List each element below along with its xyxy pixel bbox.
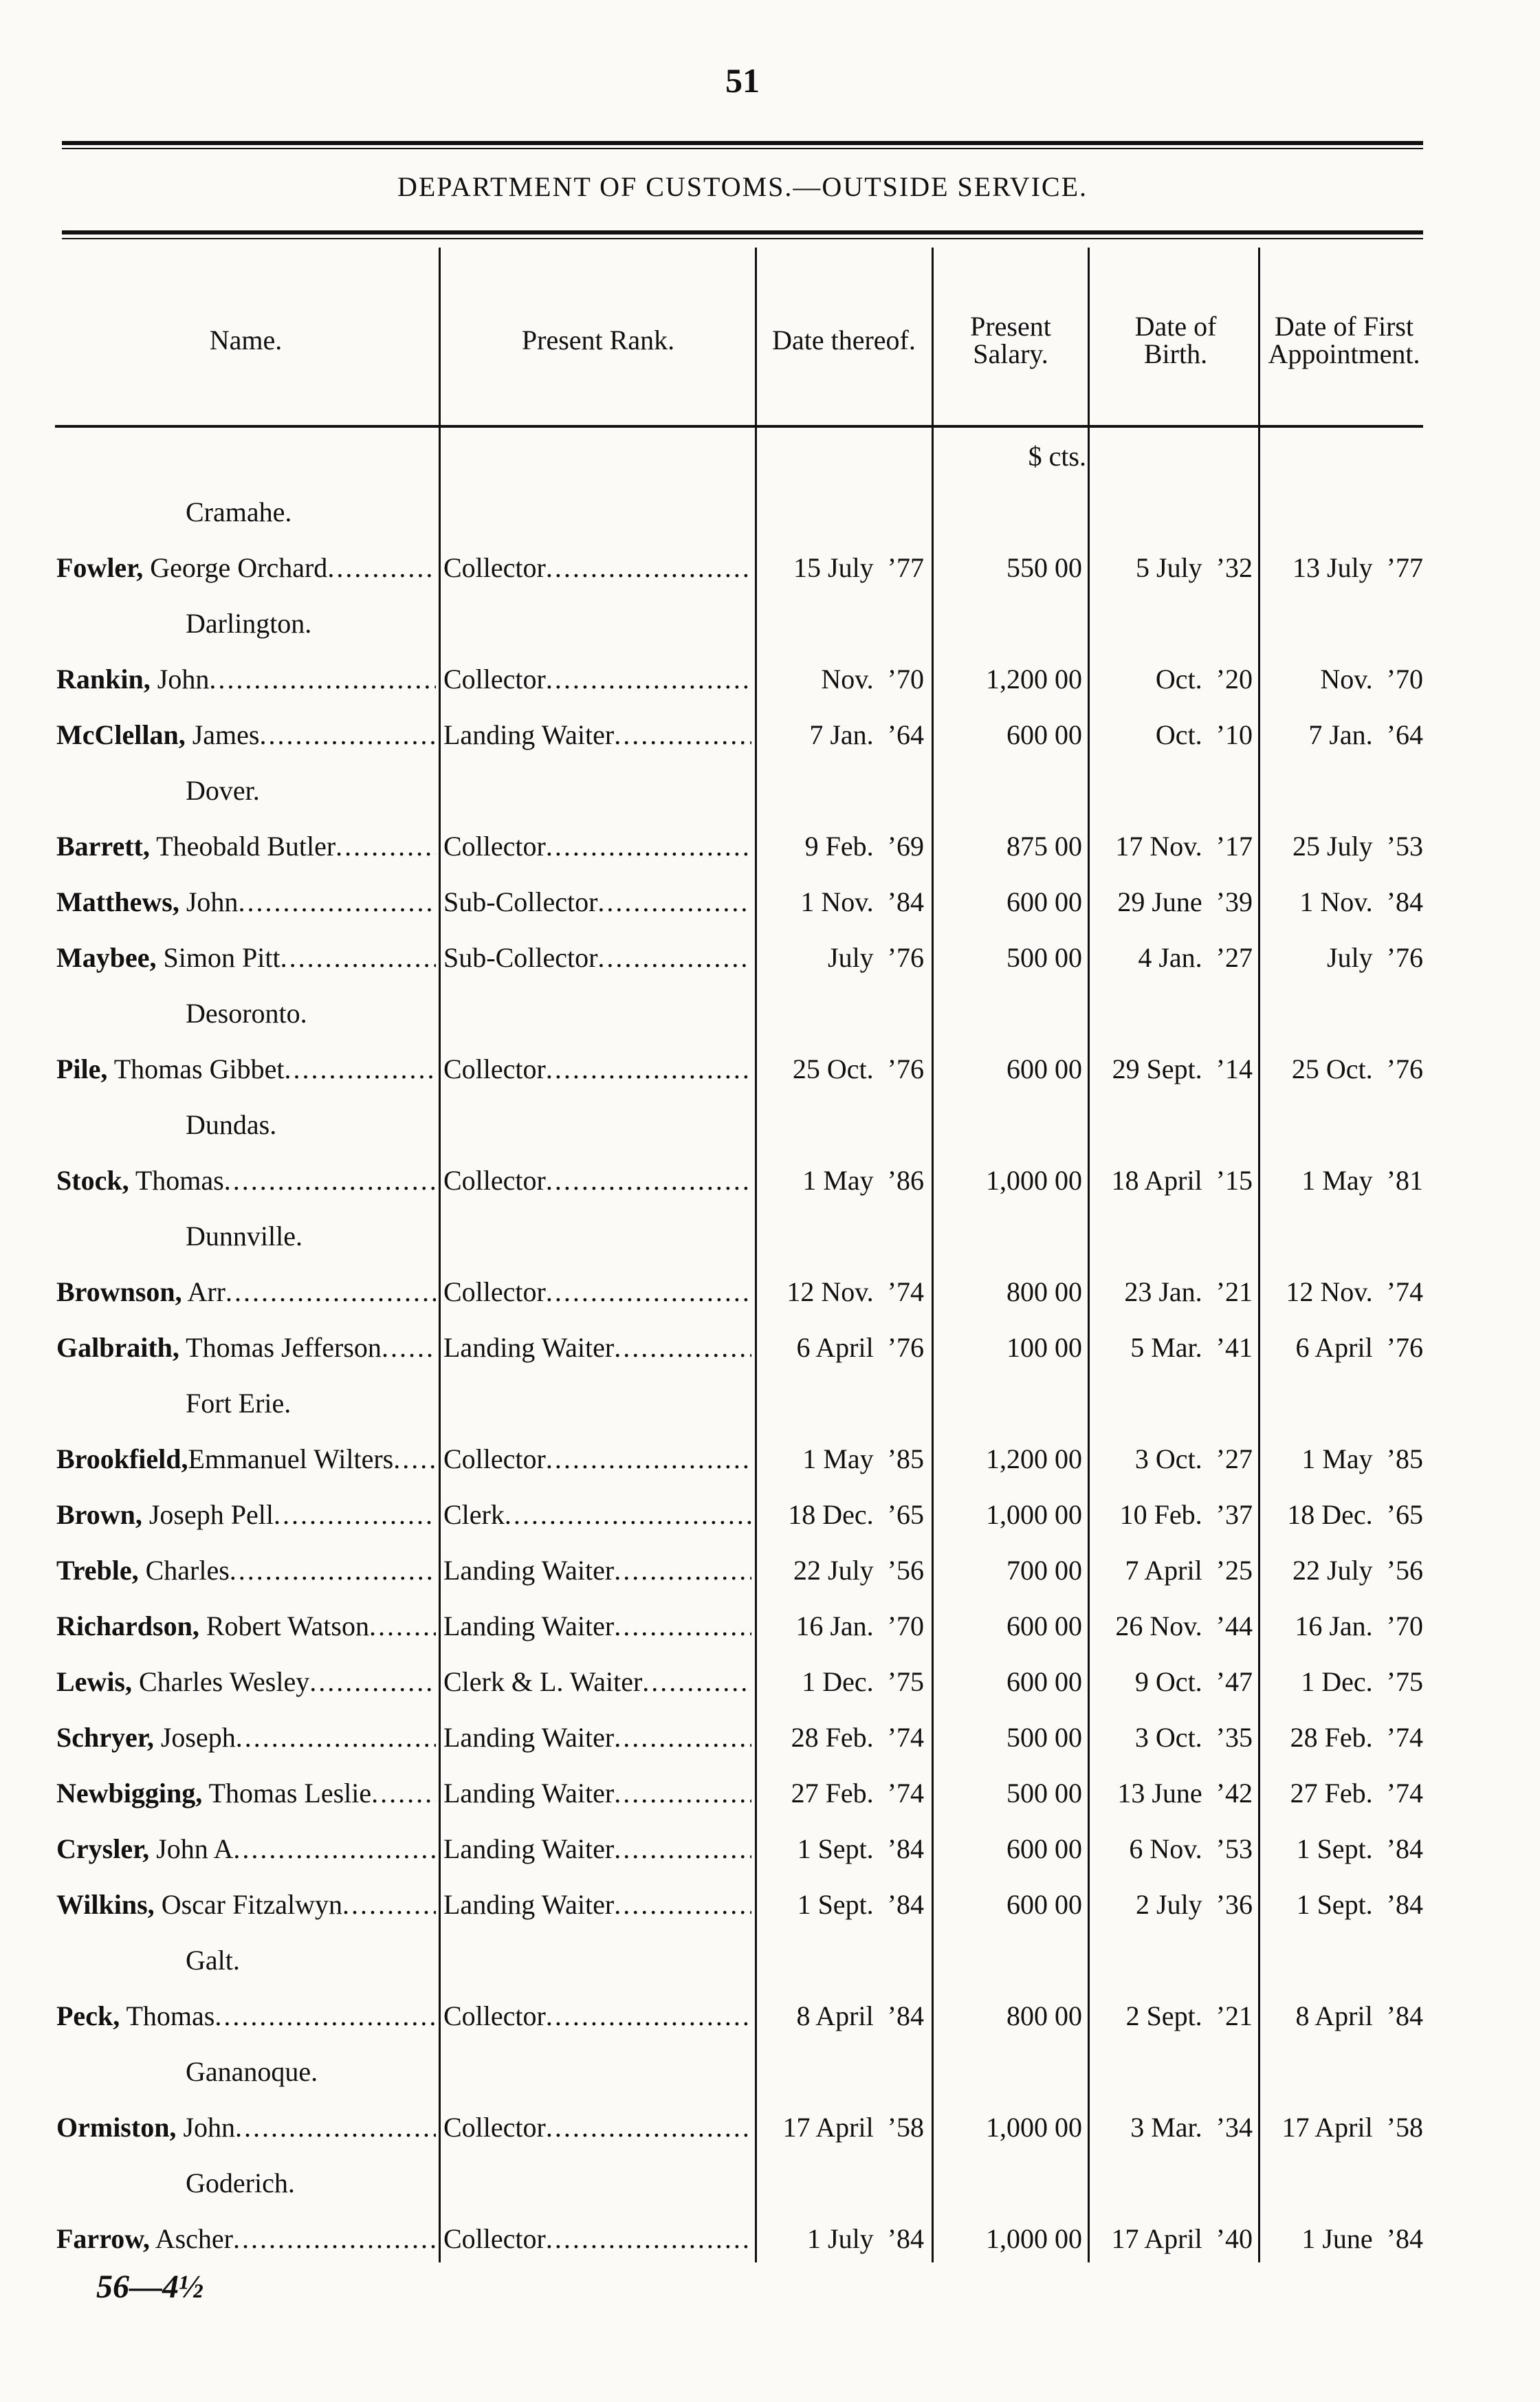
appointment-date-cell: 8 April ’84 [1295, 2000, 1423, 2031]
section-heading: Desoronto. [186, 998, 307, 1029]
rank-text: Landing Waiter [443, 1555, 615, 1586]
surname: Wilkins, [56, 1889, 155, 1920]
salary-cell: 600 00 [1006, 1889, 1082, 1920]
section-heading: Darlington. [186, 608, 312, 639]
leader-dots [280, 930, 436, 985]
rank-cell [443, 1655, 751, 1710]
table-row [0, 2100, 1540, 2155]
surname: Matthews, [56, 886, 179, 917]
appointment-date-cell: 17 April ’58 [1282, 2112, 1423, 2143]
birth-date-cell: 29 June ’39 [1117, 886, 1253, 917]
appointment-date-cell: 1 May ’85 [1301, 1443, 1423, 1474]
date-thereof-cell: 1 May ’86 [802, 1165, 924, 1196]
surname: Stock, [56, 1165, 129, 1196]
given-name: Joseph [153, 1722, 236, 1753]
name-cell [56, 1877, 436, 1932]
birth-date-cell: 13 June ’42 [1117, 1778, 1253, 1809]
appointment-date-cell: Nov. ’70 [1320, 664, 1423, 695]
salary-cell: 500 00 [1006, 1722, 1082, 1753]
date-thereof-cell: 1 May ’85 [802, 1443, 924, 1474]
given-name: Charles [138, 1555, 230, 1586]
surname: Rankin, [56, 664, 151, 695]
leader-dots [274, 1487, 436, 1542]
rank-cell [443, 1487, 751, 1542]
surname: Brown, [56, 1499, 142, 1530]
rank-text: Landing Waiter [443, 1778, 615, 1809]
appointment-date-cell: 22 July ’56 [1292, 1555, 1423, 1586]
rank-text: Sub-Collector [443, 886, 598, 917]
rank-cell [443, 541, 751, 596]
rank-text: Landing Waiter [443, 1889, 615, 1920]
table-row [0, 1153, 1540, 1208]
surname: Treble, [56, 1555, 139, 1586]
given-name: James [185, 719, 260, 750]
leader-dots [336, 819, 436, 874]
birth-date-cell: 7 April ’25 [1125, 1555, 1253, 1586]
table-row [0, 1822, 1540, 1877]
header-appointment: Date of First Appointment. [1268, 311, 1420, 369]
header-birth: Date of Birth. [1134, 311, 1217, 369]
birth-date-cell: 3 Oct. ’27 [1134, 1443, 1253, 1474]
given-name: Thomas Gibbet [107, 1053, 285, 1084]
header-rule [62, 230, 1423, 234]
rank-text: Landing Waiter [443, 1722, 615, 1753]
rank-cell [443, 1989, 751, 2044]
leader-dots [614, 1543, 751, 1598]
rank-text: Landing Waiter [443, 1833, 615, 1864]
birth-date-cell: 23 Jan. ’21 [1124, 1276, 1253, 1307]
name-cell [56, 708, 436, 763]
salary-cell: 600 00 [1006, 1833, 1082, 1864]
birth-date-cell: 10 Feb. ’37 [1119, 1499, 1253, 1530]
leader-dots [233, 2212, 436, 2267]
name-cell [56, 1432, 436, 1487]
salary-cell: 600 00 [1006, 719, 1082, 750]
name-cell [56, 1265, 436, 1320]
appointment-date-cell: 1 Dec. ’75 [1301, 1666, 1423, 1697]
leader-dots [546, 2100, 751, 2155]
given-name: John [176, 2112, 236, 2143]
surname: Farrow, [56, 2223, 150, 2254]
rank-text: Clerk & L. Waiter [443, 1666, 643, 1697]
name-cell [56, 1320, 436, 1375]
header-rule-thin [62, 238, 1423, 239]
leader-dots [209, 652, 436, 707]
surname: Schryer, [56, 1722, 154, 1753]
header-rank: Present Rank. [521, 325, 675, 356]
rank-cell [443, 1153, 751, 1208]
leader-dots [382, 1320, 436, 1375]
rank-cell [443, 930, 751, 985]
surname: Barrett, [56, 831, 150, 862]
date-thereof-cell: 16 Jan. ’70 [795, 1611, 924, 1641]
rank-cell [443, 1320, 751, 1375]
leader-dots [284, 1042, 436, 1097]
given-name: Ascher [149, 2223, 233, 2254]
table-row [0, 708, 1540, 763]
header-bottom-rule [55, 425, 1423, 428]
top-rule [62, 141, 1423, 145]
table-row [0, 1487, 1540, 1542]
rank-text: Collector [443, 2112, 546, 2143]
leader-dots [327, 541, 436, 596]
birth-date-cell: 6 Nov. ’53 [1129, 1833, 1253, 1864]
salary-cell: 1,000 00 [986, 2112, 1082, 2143]
signature-mark: 56—4½ [96, 2269, 204, 2305]
appointment-date-cell: 1 Sept. ’84 [1296, 1889, 1423, 1920]
surname: Maybee, [56, 942, 157, 973]
rank-text: Collector [443, 664, 546, 695]
header-date-thereof: Date thereof. [772, 325, 916, 356]
name-cell [56, 652, 436, 707]
date-thereof-cell: 1 Sept. ’84 [797, 1889, 924, 1920]
name-cell [56, 541, 436, 596]
birth-date-cell: 5 July ’32 [1136, 552, 1253, 583]
surname: Brookfield, [56, 1443, 188, 1474]
table-row [0, 1543, 1540, 1598]
appointment-date-cell: 25 Oct. ’76 [1291, 1053, 1423, 1084]
leader-dots [546, 1153, 751, 1208]
birth-date-cell: 9 Oct. ’47 [1134, 1666, 1253, 1697]
table-row [0, 1989, 1540, 2044]
rank-text: Collector [443, 1053, 546, 1084]
rank-cell [443, 1822, 751, 1877]
leader-dots [597, 930, 751, 985]
leader-dots [614, 1822, 751, 1877]
rank-cell [443, 819, 751, 874]
section-heading: Cramahe. [186, 496, 292, 527]
salary-cell: 1,200 00 [986, 664, 1082, 695]
birth-date-cell: 3 Oct. ’35 [1134, 1722, 1253, 1753]
given-name: John [179, 886, 239, 917]
top-rule-thin [62, 148, 1423, 149]
given-name: Thomas [120, 2000, 215, 2031]
given-name: John [150, 664, 210, 695]
table-row [0, 1877, 1540, 1932]
table-row [0, 1599, 1540, 1654]
name-cell [56, 1655, 436, 1710]
surname: Crysler, [56, 1833, 150, 1864]
leader-dots [614, 1320, 751, 1375]
rank-text: Collector [443, 552, 546, 583]
leader-dots [393, 1432, 436, 1487]
rank-cell [443, 1543, 751, 1598]
table-row [0, 1320, 1540, 1375]
date-thereof-cell: 1 Dec. ’75 [802, 1666, 924, 1697]
rank-cell [443, 652, 751, 707]
birth-date-cell: 26 Nov. ’44 [1115, 1611, 1253, 1641]
section-heading: Gananoque. [186, 2056, 318, 2087]
leader-dots [614, 1766, 751, 1821]
birth-date-cell: 4 Jan. ’27 [1138, 942, 1253, 973]
date-thereof-cell: 17 April ’58 [782, 2112, 924, 2143]
surname: McClellan, [56, 719, 186, 750]
rank-cell [443, 1599, 751, 1654]
name-cell [56, 875, 436, 930]
table-row [0, 930, 1540, 985]
rank-cell [443, 2212, 751, 2267]
birth-date-cell: 29 Sept. ’14 [1112, 1053, 1253, 1084]
date-thereof-cell: July ’76 [828, 942, 924, 973]
page-number: 51 [725, 61, 760, 100]
date-thereof-cell: 28 Feb. ’74 [791, 1722, 924, 1753]
rank-text: Collector [443, 1165, 546, 1196]
birth-date-cell: Oct. ’20 [1155, 664, 1253, 695]
date-thereof-cell: 25 Oct. ’76 [792, 1053, 924, 1084]
name-cell [56, 930, 436, 985]
appointment-date-cell: 18 Dec. ’65 [1287, 1499, 1423, 1530]
birth-date-cell: 3 Mar. ’34 [1130, 2112, 1253, 2143]
name-cell [56, 1710, 436, 1765]
section-heading: Galt. [186, 1945, 240, 1976]
surname: Peck, [56, 2000, 120, 2031]
surname: Fowler, [56, 552, 144, 583]
leader-dots [546, 1432, 751, 1487]
table-row [0, 1265, 1540, 1320]
surname: Lewis, [56, 1666, 132, 1697]
leader-dots [226, 1265, 436, 1320]
salary-cell: 600 00 [1006, 886, 1082, 917]
salary-cell: 600 00 [1006, 1053, 1082, 1084]
section-heading: Dunnville. [186, 1221, 302, 1252]
rank-text: Collector [443, 1443, 546, 1474]
given-name: Emmanuel Wilters [188, 1443, 394, 1474]
date-thereof-cell: 27 Feb. ’74 [791, 1778, 924, 1809]
name-cell [56, 1599, 436, 1654]
leader-dots [236, 1710, 436, 1765]
rank-text: Landing Waiter [443, 1611, 615, 1641]
rank-cell [443, 1766, 751, 1821]
leader-dots [309, 1655, 436, 1710]
table-row [0, 819, 1540, 874]
leader-dots [260, 708, 437, 763]
salary-cell: 700 00 [1006, 1555, 1082, 1586]
appointment-date-cell: July ’76 [1327, 942, 1423, 973]
name-cell [56, 1989, 436, 2044]
given-name: Charles Wesley [132, 1666, 310, 1697]
given-name: Thomas Leslie [202, 1778, 372, 1809]
rank-text: Collector [443, 1276, 546, 1307]
birth-date-cell: Oct. ’10 [1155, 719, 1253, 750]
leader-dots [224, 1153, 436, 1208]
leader-dots [214, 1989, 436, 2044]
leader-dots [614, 1877, 751, 1932]
name-cell [56, 2100, 436, 2155]
rank-cell [443, 1432, 751, 1487]
salary-cell: 100 00 [1006, 1332, 1082, 1363]
leader-dots [342, 1877, 436, 1932]
name-cell [56, 1153, 436, 1208]
leader-dots [238, 875, 436, 930]
surname: Richardson, [56, 1611, 199, 1641]
leader-dots [597, 875, 751, 930]
given-name: Arr [182, 1276, 226, 1307]
name-cell [56, 1822, 436, 1877]
surname: Pile, [56, 1053, 108, 1084]
date-thereof-cell: 7 Jan. ’64 [809, 719, 924, 750]
rank-cell [443, 1042, 751, 1097]
rank-text: Landing Waiter [443, 719, 615, 750]
name-cell [56, 1543, 436, 1598]
rank-text: Clerk [443, 1499, 505, 1530]
birth-date-cell: 2 Sept. ’21 [1125, 2000, 1253, 2031]
leader-dots [369, 1599, 436, 1654]
leader-dots [546, 1042, 751, 1097]
leader-dots [546, 652, 751, 707]
salary-cell: 800 00 [1006, 2000, 1082, 2031]
appointment-date-cell: 25 July ’53 [1292, 831, 1423, 862]
table-row [0, 1710, 1540, 1765]
date-thereof-cell: 1 Sept. ’84 [797, 1833, 924, 1864]
birth-date-cell: 5 Mar. ’41 [1130, 1332, 1253, 1363]
name-cell [56, 1487, 436, 1542]
table-row [0, 541, 1540, 596]
rank-cell [443, 2100, 751, 2155]
surname: Galbraith, [56, 1332, 179, 1363]
rank-text: Collector [443, 2000, 546, 2031]
salary-cell: 875 00 [1006, 831, 1082, 862]
salary-cell: 600 00 [1006, 1666, 1082, 1697]
birth-date-cell: 17 April ’40 [1111, 2223, 1253, 2254]
rank-text: Collector [443, 2223, 546, 2254]
leader-dots [642, 1655, 751, 1710]
appointment-date-cell: 1 June ’84 [1301, 2223, 1423, 2254]
appointment-date-cell: 16 Jan. ’70 [1295, 1611, 1423, 1641]
rank-cell [443, 1877, 751, 1932]
header-salary: Present Salary. [970, 311, 1051, 369]
rank-cell [443, 1710, 751, 1765]
name-cell [56, 2212, 436, 2267]
leader-dots [614, 1599, 751, 1654]
date-thereof-cell: 8 April ’84 [796, 2000, 924, 2031]
rank-cell [443, 1265, 751, 1320]
table-row [0, 1042, 1540, 1097]
table-row [0, 875, 1540, 930]
leader-dots [546, 1265, 751, 1320]
given-name: Joseph Pell [142, 1499, 274, 1530]
given-name: Thomas Jefferson [179, 1332, 382, 1363]
date-thereof-cell: 15 July ’77 [793, 552, 924, 583]
salary-cell: 500 00 [1006, 1778, 1082, 1809]
given-name: Simon Pitt [156, 942, 280, 973]
name-cell [56, 1766, 436, 1821]
leader-dots [546, 2212, 751, 2267]
header-name: Name. [209, 325, 283, 356]
section-heading: Dundas. [186, 1109, 277, 1140]
rank-cell [443, 875, 751, 930]
given-name: Thomas [129, 1165, 224, 1196]
name-cell [56, 819, 436, 874]
birth-date-cell: 18 April ’15 [1111, 1165, 1253, 1196]
given-name: George Orchard [143, 552, 328, 583]
section-heading: Dover. [186, 775, 260, 806]
surname: Brownson, [56, 1276, 182, 1307]
appointment-date-cell: 1 Nov. ’84 [1299, 886, 1423, 917]
given-name: Theobald Butler [149, 831, 336, 862]
salary-unit: $ cts. [1028, 441, 1086, 472]
section-heading: Fort Erie. [186, 1388, 292, 1419]
date-thereof-cell: 12 Nov. ’74 [786, 1276, 924, 1307]
leader-dots [546, 819, 751, 874]
leader-dots [371, 1766, 436, 1821]
appointment-date-cell: 28 Feb. ’74 [1290, 1722, 1423, 1753]
date-thereof-cell: 1 July ’84 [807, 2223, 924, 2254]
name-cell [56, 1042, 436, 1097]
rank-text: Sub-Collector [443, 942, 598, 973]
table-row [0, 652, 1540, 707]
date-thereof-cell: 9 Feb. ’69 [804, 831, 924, 862]
appointment-date-cell: 13 July ’77 [1292, 552, 1423, 583]
date-thereof-cell: 18 Dec. ’65 [788, 1499, 924, 1530]
salary-cell: 1,000 00 [986, 1499, 1082, 1530]
table-row [0, 1432, 1540, 1487]
appointment-date-cell: 6 April ’76 [1295, 1332, 1423, 1363]
leader-dots [233, 1822, 436, 1877]
birth-date-cell: 17 Nov. ’17 [1115, 831, 1253, 862]
salary-cell: 800 00 [1006, 1276, 1082, 1307]
salary-cell: 1,200 00 [986, 1443, 1082, 1474]
given-name: Robert Watson [199, 1611, 369, 1641]
leader-dots [546, 541, 751, 596]
surname: Newbigging, [56, 1778, 203, 1809]
appointment-date-cell: 7 Jan. ’64 [1308, 719, 1423, 750]
rank-text: Collector [443, 831, 546, 862]
appointment-date-cell: 1 May ’81 [1301, 1165, 1423, 1196]
appointment-date-cell: 1 Sept. ’84 [1296, 1833, 1423, 1864]
date-thereof-cell: 22 July ’56 [793, 1555, 924, 1586]
salary-cell: 550 00 [1006, 552, 1082, 583]
leader-dots [230, 1543, 436, 1598]
appointment-date-cell: 12 Nov. ’74 [1286, 1276, 1423, 1307]
leader-dots [505, 1487, 751, 1542]
table-row [0, 1655, 1540, 1710]
table-row [0, 2212, 1540, 2267]
date-thereof-cell: 6 April ’76 [796, 1332, 924, 1363]
table-row [0, 1766, 1540, 1821]
given-name: Oscar Fitzalwyn [154, 1889, 342, 1920]
surname: Ormiston, [56, 2112, 177, 2143]
rank-cell [443, 708, 751, 763]
leader-dots [546, 1989, 751, 2044]
date-thereof-cell: 1 Nov. ’84 [800, 886, 924, 917]
leader-dots [614, 708, 751, 763]
leader-dots [235, 2100, 436, 2155]
salary-cell: 1,000 00 [986, 1165, 1082, 1196]
page-title: DEPARTMENT OF CUSTOMS.—OUTSIDE SERVICE. [397, 171, 1088, 202]
birth-date-cell: 2 July ’36 [1136, 1889, 1253, 1920]
given-name: John A [149, 1833, 234, 1864]
leader-dots [614, 1710, 751, 1765]
date-thereof-cell: Nov. ’70 [821, 664, 924, 695]
salary-cell: 600 00 [1006, 1611, 1082, 1641]
appointment-date-cell: 27 Feb. ’74 [1290, 1778, 1423, 1809]
salary-cell: 1,000 00 [986, 2223, 1082, 2254]
rank-text: Landing Waiter [443, 1332, 615, 1363]
section-heading: Goderich. [186, 2168, 295, 2198]
salary-cell: 500 00 [1006, 942, 1082, 973]
